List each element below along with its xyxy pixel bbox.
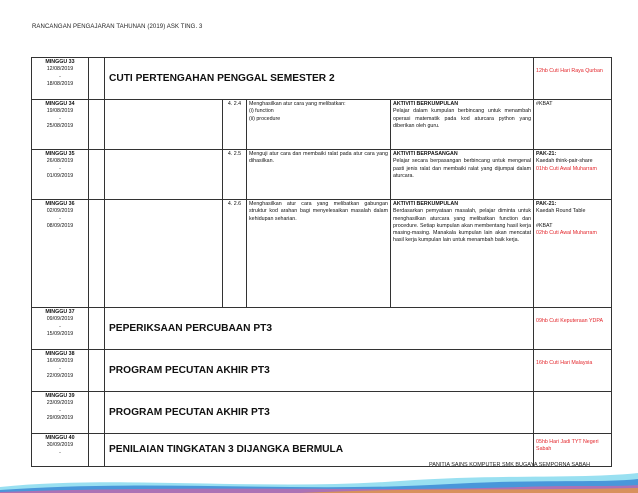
activity-title: AKTIVITI BERPASANGAN <box>393 151 458 157</box>
empty-cell <box>89 58 105 100</box>
page-footer: PANITIA SAINS KOMPUTER SMK BUGAYA SEMPORNA SABAH <box>429 462 591 468</box>
empty-cell <box>105 150 223 200</box>
note-text: #KBAT <box>536 101 553 107</box>
standard-text: Menghasilkan atur cara yang melibatkan gabungan struktur kod arahan bagi menyelesaikan masalah dalam kehidupan seharian. <box>249 201 388 222</box>
empty-cell <box>89 308 105 350</box>
date-dash: - <box>59 215 61 222</box>
week-end-date: 22/09/2019 <box>46 372 74 379</box>
empty-cell <box>89 100 105 150</box>
standard-number: 4. 2.5 <box>223 150 247 200</box>
note-title: PAK-21: <box>536 201 557 207</box>
week-label: MINGGU 33 <box>45 59 75 65</box>
week-end-date: 29/09/2019 <box>46 414 74 421</box>
week-cell <box>32 200 89 308</box>
week-end-date: 01/09/2019 <box>46 172 74 179</box>
date-dash: - <box>59 449 61 456</box>
holiday-note: 02hb Cuti Awal Muharram <box>536 229 597 236</box>
holiday-note: 09hb Cuti Keputeraan YDPA <box>536 318 603 324</box>
note-cell <box>534 100 612 150</box>
note-cell <box>534 150 612 200</box>
note-title: PAK-21: <box>536 151 557 157</box>
standard-text: Menghasilkan atur cara yang melibatkan: <box>249 101 346 107</box>
activity-title: AKTIVITI BERKUMPULAN <box>393 201 459 207</box>
table-row <box>32 350 612 392</box>
week-label: MINGGU 37 <box>45 309 75 315</box>
table-row <box>32 392 612 434</box>
week-label: MINGGU 36 <box>45 201 75 207</box>
standard-number: 4. 2.6 <box>223 200 247 308</box>
event-title: PENILAIAN TINGKATAN 3 DIJANGKA BERMULA <box>105 434 534 467</box>
table-row <box>32 200 612 308</box>
note-text: Kaedah Round Table <box>536 208 586 215</box>
week-label: MINGGU 34 <box>45 101 75 107</box>
date-dash: - <box>59 73 61 80</box>
date-dash: - <box>59 165 61 172</box>
event-title: PROGRAM PECUTAN AKHIR PT3 <box>105 392 534 434</box>
date-dash: - <box>59 115 61 122</box>
learning-standard-cell <box>247 150 391 200</box>
standard-number: 4. 2.4 <box>223 100 247 150</box>
wave-graphic <box>0 467 638 493</box>
week-cell <box>32 150 89 200</box>
holiday-note: 05hb Hari Jadi TYT Negeri Sabah <box>536 439 599 453</box>
note-cell <box>534 58 612 100</box>
decorative-wave-band <box>0 467 638 493</box>
standard-text: Menguji atur cara dan membaiki ralat pada atur cara yang dihasilkan. <box>249 151 388 165</box>
activity-cell <box>391 150 534 200</box>
empty-cell <box>105 200 223 308</box>
table-row <box>32 308 612 350</box>
week-label: MINGGU 40 <box>45 435 75 441</box>
table-row <box>32 100 612 150</box>
week-cell <box>32 434 89 467</box>
table-row <box>32 150 612 200</box>
week-start-date: 12/08/2019 <box>46 66 74 73</box>
holiday-note: 01hb Cuti Awal Muharram <box>536 165 597 172</box>
note-cell <box>534 392 612 434</box>
activity-text: Pelajar dalam kumpulan berbincang untuk menambah operasi matematik pada kod aturcara python yang diberikan oleh guru. <box>393 108 532 129</box>
week-cell <box>32 350 89 392</box>
week-end-date: 18/08/2019 <box>46 80 74 87</box>
date-dash: - <box>59 323 61 330</box>
page-header: RANCANGAN PENGAJARAN TAHUNAN (2019) ASK TING. 3 <box>32 24 203 30</box>
week-start-date: 30/09/2019 <box>46 442 74 449</box>
week-start-date: 19/08/2019 <box>46 108 74 115</box>
empty-cell <box>89 200 105 308</box>
empty-cell <box>89 150 105 200</box>
empty-cell <box>89 392 105 434</box>
note-text: #KBAT <box>536 222 553 229</box>
table-row <box>32 58 612 100</box>
holiday-note: 16hb Cuti Hari Malaysia <box>536 360 593 366</box>
week-end-date: 25/08/2019 <box>46 122 74 129</box>
event-title: PROGRAM PECUTAN AKHIR PT3 <box>105 350 534 392</box>
empty-cell <box>105 100 223 150</box>
activity-text: Berdasarkan pemyataan masalah, pelajar diminta untuk menghasilkan aturcara yang melibatkan function dan procedure. Setiap kumpulan akan membentang hasil kerja masing-masing. Manakala kumpulan lain akan mencatat hasil kerja kumpulan lain untuk menambah baik kerja. <box>393 208 532 244</box>
note-cell <box>534 200 612 308</box>
week-cell <box>32 100 89 150</box>
week-cell <box>32 308 89 350</box>
event-title: PEPERIKSAAN PERCUBAAN PT3 <box>105 308 534 350</box>
week-cell <box>32 58 89 100</box>
activity-cell <box>391 100 534 150</box>
activity-cell <box>391 200 534 308</box>
week-start-date: 02/09/2019 <box>46 208 74 215</box>
teaching-plan-table <box>31 57 612 467</box>
week-cell <box>32 392 89 434</box>
learning-standard-cell <box>247 200 391 308</box>
week-label: MINGGU 35 <box>45 151 75 157</box>
learning-standard-cell <box>247 100 391 150</box>
date-dash: - <box>59 407 61 414</box>
empty-cell <box>89 350 105 392</box>
standard-text: (ii) procedure <box>249 115 281 122</box>
week-start-date: 26/08/2019 <box>46 158 74 165</box>
week-start-date: 09/09/2019 <box>46 316 74 323</box>
event-title: CUTI PERTENGAHAN PENGGAL SEMESTER 2 <box>105 58 534 100</box>
note-text: Kaedah think-pair-share <box>536 158 593 165</box>
week-label: MINGGU 39 <box>45 393 75 399</box>
date-dash: - <box>59 365 61 372</box>
activity-text: Pelajar secara berpasangan berbincang untuk mengenal pasti jenis ralat dan membaiki ralat yang dijumpai dalam aturcara. <box>393 158 532 179</box>
activity-title: AKTIVITI BERKUMPULAN <box>393 101 459 107</box>
standard-text: (i) function <box>249 108 274 115</box>
week-end-date: 15/09/2019 <box>46 330 74 337</box>
week-end-date: 08/09/2019 <box>46 222 74 229</box>
note-cell <box>534 350 612 392</box>
note-cell <box>534 308 612 350</box>
week-start-date: 16/09/2019 <box>46 358 74 365</box>
week-start-date: 23/09/2019 <box>46 400 74 407</box>
week-label: MINGGU 38 <box>45 351 75 357</box>
empty-cell <box>89 434 105 467</box>
holiday-note: 12hb Cuti Hari Raya Qurban <box>536 68 603 74</box>
